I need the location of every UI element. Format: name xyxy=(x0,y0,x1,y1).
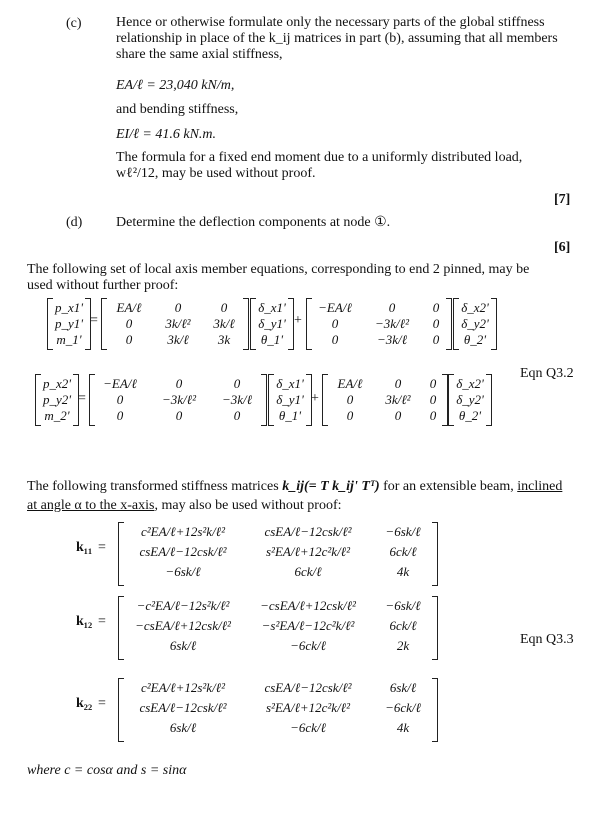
top-lhs-vector-cell: p_x1' xyxy=(54,300,84,315)
top-k12-matrix-cell: 0 xyxy=(388,300,396,315)
bot-k21-matrix-cell: 0 xyxy=(175,408,183,423)
top-d2-vector-cell: θ_2' xyxy=(463,332,487,347)
k22-matrix-cell: 4k xyxy=(396,720,410,735)
k22-matrix-cell: s²EA/ℓ+12c²k/ℓ² xyxy=(266,700,350,715)
bot-k21-matrix-cell: −3k/ℓ² xyxy=(162,392,196,407)
fem-text-1: The formula for a fixed end moment due to a uniformly distributed load, xyxy=(116,150,523,165)
bot-k22-matrix-cell: 0 xyxy=(429,408,437,423)
k22-label: k₂₂ xyxy=(76,696,93,711)
top-k12-matrix xyxy=(306,298,452,350)
top-k12-matrix-cell: 0 xyxy=(432,300,440,315)
bot-k21-matrix-cell: −EA/ℓ xyxy=(103,376,137,391)
k12-matrix-cell: 6ck/ℓ xyxy=(389,618,417,633)
bot-k22-matrix-cell: 3k/ℓ² xyxy=(385,392,411,407)
top-k12-matrix-cell: −EA/ℓ xyxy=(318,300,352,315)
k11-matrix-cell: −6sk/ℓ xyxy=(165,564,201,579)
k11-matrix xyxy=(118,522,438,586)
part-c-text-1: Hence or otherwise formulate only the necessary parts of the global stiffness xyxy=(116,15,545,30)
k22-matrix-cell: −6ck/ℓ xyxy=(290,720,326,735)
bot-k22-matrix-cell: 0 xyxy=(429,376,437,391)
k11-matrix-cell: csEA/ℓ−12csk/ℓ² xyxy=(264,524,352,539)
bot-k21-matrix-cell: −3k/ℓ xyxy=(221,392,253,407)
equals-sign: = xyxy=(98,540,106,555)
top-d1-vector-cell: δ_y1' xyxy=(258,316,286,331)
k22-matrix-cell: csEA/ℓ−12csk/ℓ² xyxy=(264,680,352,695)
top-d2-vector-cell: δ_x2' xyxy=(461,300,489,315)
part-c-label: (c) xyxy=(66,16,82,31)
top-k11-matrix-cell: 0 xyxy=(125,316,133,331)
k12-matrix-cell: −6sk/ℓ xyxy=(385,598,421,613)
bot-k22-matrix-cell: 0 xyxy=(346,408,354,423)
k22-matrix-cell: 6sk/ℓ xyxy=(389,680,417,695)
bot-k22-matrix-cell: 0 xyxy=(394,408,402,423)
intro-transformed-2-post: , may also be used without proof: xyxy=(154,498,342,513)
bot-d1-vector-cell: θ_1' xyxy=(278,408,302,423)
part-c-marks: [7] xyxy=(554,192,571,207)
bot-k21-matrix-cell: 0 xyxy=(116,408,124,423)
axial-stiffness: EA/ℓ = 23,040 kN/m, xyxy=(116,78,235,93)
top-lhs-vector-cell: p_y1' xyxy=(54,316,84,331)
top-k12-matrix-cell: 0 xyxy=(432,332,440,347)
k11-matrix-cell: s²EA/ℓ+12c²k/ℓ² xyxy=(266,544,350,559)
top-k11-matrix-cell: 3k/ℓ² xyxy=(165,316,191,331)
k12-matrix xyxy=(118,596,438,660)
k11-label: k₁₁ xyxy=(76,540,93,555)
top-k11-matrix xyxy=(101,298,249,350)
top-k11-matrix-cell: 3k/ℓ xyxy=(213,316,235,331)
bending-stiffness: EI/ℓ = 41.6 kN.m. xyxy=(116,127,217,142)
top-k12-matrix-cell: −3k/ℓ xyxy=(376,332,408,347)
intro-transformed-ul: inclined xyxy=(517,479,563,494)
k12-matrix-cell: −c²EA/ℓ−12s²k/ℓ² xyxy=(136,598,230,613)
k11-matrix-cell: 4k xyxy=(396,564,410,579)
top-k11-matrix-cell: EA/ℓ xyxy=(116,300,142,315)
bot-k21-matrix-cell: 0 xyxy=(116,392,124,407)
bot-k22-matrix-cell: 0 xyxy=(346,392,354,407)
k22-matrix-cell: −6ck/ℓ xyxy=(385,700,421,715)
k12-matrix-cell: −s²EA/ℓ−12c²k/ℓ² xyxy=(261,618,355,633)
k12-matrix-cell: −csEA/ℓ+12csk/ℓ² xyxy=(260,598,356,613)
equals-sign: = xyxy=(78,391,86,406)
top-d2-vector xyxy=(453,298,497,350)
part-d-label: (d) xyxy=(66,215,83,230)
bot-k22-matrix-cell: EA/ℓ xyxy=(337,376,363,391)
eqn-q3-2-tag: Eqn Q3.2 xyxy=(520,366,574,381)
bot-d2-vector-cell: δ_x2' xyxy=(456,376,484,391)
k12-matrix-cell: −6ck/ℓ xyxy=(290,638,326,653)
bot-d1-vector-cell: δ_x1' xyxy=(276,376,304,391)
part-d-marks: [6] xyxy=(554,240,571,255)
k22-matrix xyxy=(118,678,438,742)
bot-d2-vector-cell: δ_y2' xyxy=(456,392,484,407)
bot-d1-vector xyxy=(268,374,312,426)
part-c-text-2: relationship in place of the k_ij matrices in part (b), assuming that all members xyxy=(116,31,558,46)
k12-matrix-cell: −csEA/ℓ+12csk/ℓ² xyxy=(135,618,231,633)
top-k12-matrix-cell: 0 xyxy=(331,332,339,347)
bot-lhs-vector-cell: p_x2' xyxy=(42,376,72,391)
top-k12-matrix-cell: 0 xyxy=(432,316,440,331)
bot-k21-matrix-cell: 0 xyxy=(233,376,241,391)
top-lhs-vector-cell: m_1' xyxy=(56,332,82,347)
bot-d2-vector-cell: θ_2' xyxy=(458,408,482,423)
bot-lhs-vector-cell: p_y2' xyxy=(42,392,72,407)
top-lhs-vector xyxy=(47,298,91,350)
k12-matrix-cell: 6sk/ℓ xyxy=(169,638,197,653)
bot-lhs-vector-cell: m_2' xyxy=(44,408,70,423)
bot-d1-vector-cell: δ_y1' xyxy=(276,392,304,407)
top-k12-matrix-cell: −3k/ℓ² xyxy=(375,316,409,331)
bot-d2-vector xyxy=(448,374,492,426)
bot-k21-matrix-cell: 0 xyxy=(175,376,183,391)
top-k11-matrix-cell: 0 xyxy=(125,332,133,347)
intro-transformed-pre: The following transformed stiffness matrices xyxy=(27,479,279,494)
bot-k22-matrix xyxy=(322,374,448,426)
top-d1-vector-cell: θ_1' xyxy=(260,332,284,347)
intro-local-1: The following set of local axis member equations, corresponding to end 2 pinned, may be xyxy=(27,262,530,277)
bending-intro: and bending stiffness, xyxy=(116,102,239,117)
k11-matrix-cell: 6ck/ℓ xyxy=(294,564,322,579)
intro-transformed-post: for an extensible beam, xyxy=(383,479,514,494)
top-k11-matrix-cell: 0 xyxy=(174,300,182,315)
top-d1-vector-cell: δ_x1' xyxy=(258,300,286,315)
bot-k22-matrix-cell: 0 xyxy=(429,392,437,407)
equals-sign: = xyxy=(98,696,106,711)
top-k11-matrix-cell: 3k xyxy=(217,332,231,347)
k11-matrix-cell: 6ck/ℓ xyxy=(389,544,417,559)
transform-formula: k_ij(= T k_ij' Tᵀ) xyxy=(282,479,380,494)
fem-text-2: wℓ²/12, may be used without proof. xyxy=(116,166,316,181)
part-c-text-3: share the same axial stiffness, xyxy=(116,47,283,62)
k12-matrix-cell: 2k xyxy=(396,638,410,653)
eqn-q3-3-tag: Eqn Q3.3 xyxy=(520,632,574,647)
k22-matrix-cell: csEA/ℓ−12csk/ℓ² xyxy=(139,700,227,715)
intro-transformed-1 xyxy=(27,478,562,496)
bot-k21-matrix-cell: 0 xyxy=(233,408,241,423)
angle-text: at angle α to the x-axis xyxy=(27,498,155,513)
intro-local-2: used without further proof: xyxy=(27,278,179,293)
bot-k21-matrix xyxy=(89,374,267,426)
bot-k22-matrix-cell: 0 xyxy=(394,376,402,391)
equals-sign: = xyxy=(98,614,106,629)
k12-label: k₁₂ xyxy=(76,614,93,629)
k11-matrix-cell: csEA/ℓ−12csk/ℓ² xyxy=(139,544,227,559)
where-text: where c = cosα and s = sinα xyxy=(27,763,187,778)
k11-matrix-cell: c²EA/ℓ+12s²k/ℓ² xyxy=(141,524,225,539)
bot-lhs-vector xyxy=(35,374,79,426)
top-k12-matrix-cell: 0 xyxy=(331,316,339,331)
equals-sign: = xyxy=(90,313,98,328)
intro-transformed-2 xyxy=(27,498,342,514)
k22-matrix-cell: c²EA/ℓ+12s²k/ℓ² xyxy=(141,680,225,695)
plus-sign: + xyxy=(294,313,302,328)
top-d2-vector-cell: δ_y2' xyxy=(461,316,489,331)
top-k11-matrix-cell: 3k/ℓ xyxy=(167,332,189,347)
k11-matrix-cell: −6sk/ℓ xyxy=(385,524,421,539)
plus-sign: + xyxy=(311,391,319,406)
part-d-text: Determine the deflection components at node ①. xyxy=(116,215,391,230)
top-k11-matrix-cell: 0 xyxy=(220,300,228,315)
k22-matrix-cell: 6sk/ℓ xyxy=(169,720,197,735)
top-d1-vector xyxy=(250,298,294,350)
